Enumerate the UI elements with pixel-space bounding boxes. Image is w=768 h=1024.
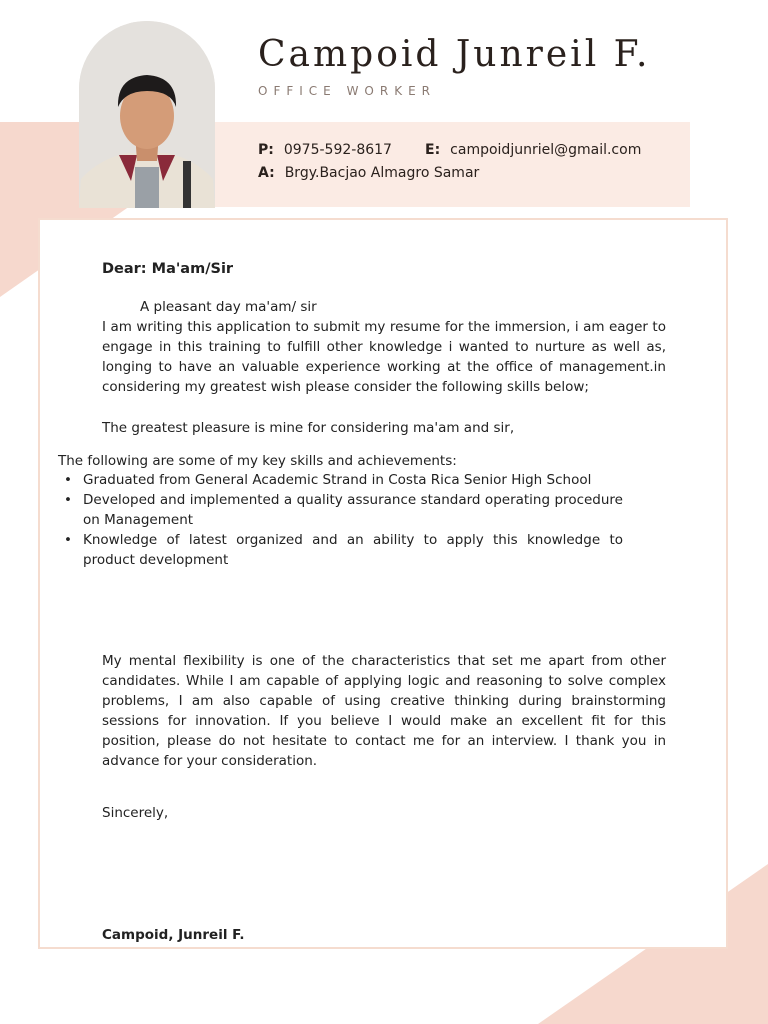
skills-list: [58, 470, 623, 570]
paragraph-intro-text: I am writing this application to submit my resume for the immersion, i am eager to engage in this training to fulfill other knowledge i wanted to nurture as well as, longing to have an valuable experience working at the office of management.in considering my greatest wish please consider the following skills below;: [102, 319, 666, 395]
contact-phone: [258, 142, 392, 158]
phone-value[interactable]: 0975-592-8617: [283, 142, 392, 158]
bullet: •: [64, 532, 72, 548]
contact-address: [258, 165, 479, 181]
contact-email: [425, 142, 641, 158]
profile-photo: [79, 21, 215, 208]
bullet: •: [64, 472, 72, 488]
letter-signature: Campoid, Junreil F.: [102, 927, 245, 943]
job-title: OFFICE WORKER: [258, 84, 437, 98]
address-value: Brgy.Bacjao Almagro Samar: [284, 165, 480, 181]
list-item: [58, 470, 623, 490]
letter-closing-line: The greatest pleasure is mine for considering ma'am and sir,: [102, 420, 515, 436]
opening-line: A pleasant day ma'am/ sir: [140, 299, 317, 315]
bullet: •: [64, 492, 72, 508]
letter-sign-off: Sincerely,: [102, 805, 169, 821]
address-key: A:: [258, 165, 275, 181]
list-item: [58, 530, 623, 570]
letter-paragraph-intro: [102, 297, 666, 397]
email-key: E:: [425, 142, 441, 158]
list-item: [58, 490, 623, 530]
skill-text: Developed and implemented a quality assurance standard operating procedure on Management: [83, 492, 623, 528]
letter-paragraph-body: My mental flexibility is one of the characteristics that set me apart from other candidates. While I am capable of applying logic and reasoning to solve complex problems, I am also capable of using creative thinking during brainstorming sessions for innovation. If you believe I would make an excellent fit for this position, please do not hesitate to contact me for an interview. I thank you in advance for your consideration.: [102, 653, 666, 769]
skills-intro: The following are some of my key skills and achievements:: [58, 453, 457, 469]
email-value[interactable]: campoidjunriel@gmail.com: [450, 142, 642, 158]
skill-text: Knowledge of latest organized and an ability to apply this knowledge to product development: [83, 532, 623, 568]
phone-key: P:: [258, 142, 274, 158]
letter-greeting: Dear: Ma'am/Sir: [102, 261, 234, 277]
skill-text: Graduated from General Academic Strand in Costa Rica Senior High School: [83, 472, 592, 488]
candidate-name: Campoid Junreil F.: [258, 34, 651, 75]
